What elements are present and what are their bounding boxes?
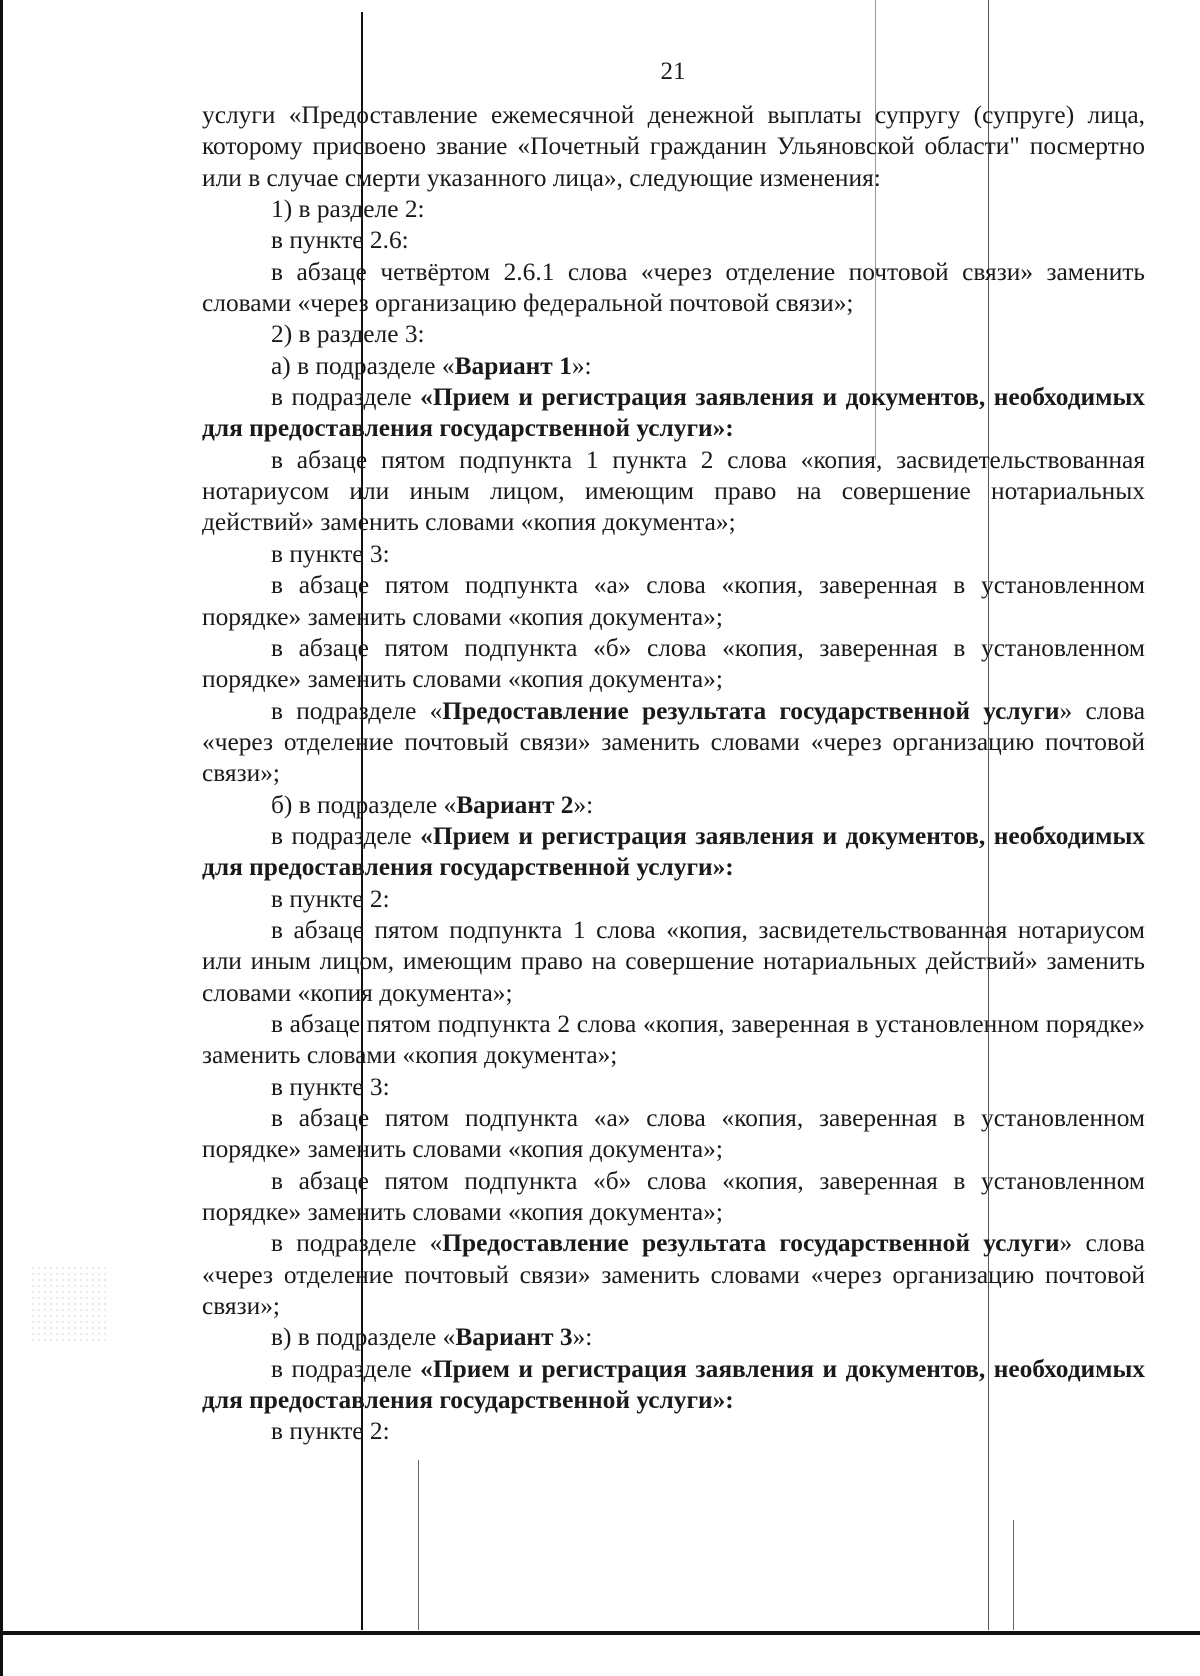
page-number: 21: [660, 58, 686, 85]
paragraph: [202, 319, 1145, 350]
paragraph-text: б) в подразделе «: [271, 790, 457, 819]
paragraph-text: в пункте 3:: [271, 1072, 390, 1101]
paragraph: [202, 1103, 1145, 1166]
paragraph-text: в абзаце пятом подпункта 1 слова «копия, засвидетельствованная нотариусом или иным лицом, имеющим право на совершение нотариальных действий» заменить словами «копия документа»;: [202, 915, 1145, 1007]
scan-bottom-edge: [0, 1631, 1200, 1635]
bold-heading-text: «Прием и регистрация заявления и документов, необходимых для предоставления государственной услуги»:: [202, 383, 1145, 443]
paragraph: [202, 915, 1145, 1009]
paragraph-text: услуги «Предоставление ежемесячной денежной выплаты супругу (супруге) лица, которому присвоено звание «Почетный гражданин Ульяновской области" посмертно или в случае смерти указанного лица», следующие изменения:: [202, 101, 1145, 192]
bold-heading-text: «Прием и регистрация заявления и документов, необходимых для предоставления государственной услуги»:: [202, 1354, 1145, 1415]
paragraph-text: в абзаце пятом подпункта «б» слова «копия, заверенная в установленном порядке» заменить словами «копия документа»;: [202, 633, 1145, 694]
paragraph-text: в подразделе «: [271, 696, 443, 725]
paragraph: [202, 382, 1145, 445]
paragraph: [202, 539, 1145, 570]
paragraph: [202, 445, 1145, 539]
paragraph-text: в подразделе: [271, 383, 421, 412]
bold-heading-text: «Прием и регистрация заявления и документов, необходимых для предоставления государственной услуги»:: [202, 821, 1145, 882]
paragraph: [202, 1354, 1145, 1417]
paragraph: [202, 194, 1145, 225]
paragraph: [202, 790, 1145, 821]
paragraph: [202, 225, 1145, 256]
bold-heading-text: Предоставление результата государственной услуги: [442, 1229, 1060, 1258]
paragraph-text: в абзаце пятом подпункта 2 слова «копия, заверенная в установленном порядке» заменить словами «копия документа»;: [202, 1009, 1145, 1070]
paragraph-text: »:: [573, 790, 594, 819]
paragraph-text: а) в подразделе «: [271, 351, 455, 380]
paragraph: [202, 570, 1145, 633]
bold-heading-text: Вариант 3: [455, 1323, 573, 1352]
paragraph-text: 1) в разделе 2:: [271, 195, 425, 224]
paragraph-text: в пункте 3:: [271, 539, 390, 568]
paragraph-text: »:: [572, 1323, 593, 1352]
paragraph-text: в подразделе «: [271, 1229, 443, 1258]
paragraph: [202, 1072, 1145, 1103]
paragraph: [202, 351, 1145, 382]
document-body: [202, 100, 1145, 1448]
paragraph-text: в подразделе: [271, 821, 421, 850]
bold-heading-text: Предоставление результата государственной услуги: [442, 696, 1060, 725]
paragraph-text: в абзаце пятом подпункта «б» слова «копия, заверенная в установленном порядке» заменить словами «копия документа»;: [202, 1166, 1145, 1227]
paragraph: [202, 1009, 1145, 1072]
paragraph-text: в абзаце пятом подпункта 1 пункта 2 слова «копия, засвидетельствованная нотариусом или иным лицом, имеющим право на совершение нотариальных действий» заменить словами «копия документа»;: [202, 445, 1145, 537]
paragraph: [202, 1166, 1145, 1229]
paragraph-text: в абзаце пятом подпункта «а» слова «копия, заверенная в установленном порядке» заменить словами «копия документа»;: [202, 1104, 1145, 1164]
paragraph: [202, 884, 1145, 915]
paragraph-text: в абзаце четвёртом 2.6.1 слова «через отделение почтовой связи» заменить словами «через организацию федеральной почтовой связи»;: [202, 257, 1145, 318]
paragraph-text: в подразделе: [271, 1354, 421, 1383]
paragraph: [202, 696, 1145, 790]
paragraph-text: в) в подразделе «: [271, 1323, 456, 1352]
paragraph-text: в пункте 2.6:: [271, 226, 409, 255]
paragraph: [202, 1322, 1145, 1353]
paragraph: [202, 1228, 1145, 1322]
paragraph: [202, 633, 1145, 696]
paragraph-text: в абзаце пятом подпункта «а» слова «копия, заверенная в установленном порядке» заменить словами «копия документа»;: [202, 571, 1145, 631]
paragraph: [202, 1416, 1145, 1447]
paragraph-text: » слова «через отделение почтовый связи» заменить словами «через организацию почтовой связи»;: [202, 696, 1146, 788]
paragraph-text: 2) в разделе 3:: [271, 320, 425, 349]
scan-edge-line: [0, 0, 3, 1676]
paragraph: [202, 821, 1145, 884]
paragraph-text: »:: [571, 351, 592, 380]
bold-heading-text: Вариант 1: [454, 351, 572, 380]
scan-artifact-line: [418, 1460, 419, 1630]
scan-artifact-line: [1013, 1520, 1014, 1630]
scan-noise: [30, 1265, 110, 1345]
paragraph: [202, 100, 1145, 194]
paragraph: [202, 257, 1145, 320]
paragraph-text: в пункте 2:: [271, 1417, 390, 1446]
paragraph-text: в пункте 2:: [271, 884, 390, 913]
bold-heading-text: Вариант 2: [456, 790, 574, 819]
paragraph-text: » слова «через отделение почтовый связи» заменить словами «через организацию почтовой связи»;: [202, 1229, 1146, 1321]
